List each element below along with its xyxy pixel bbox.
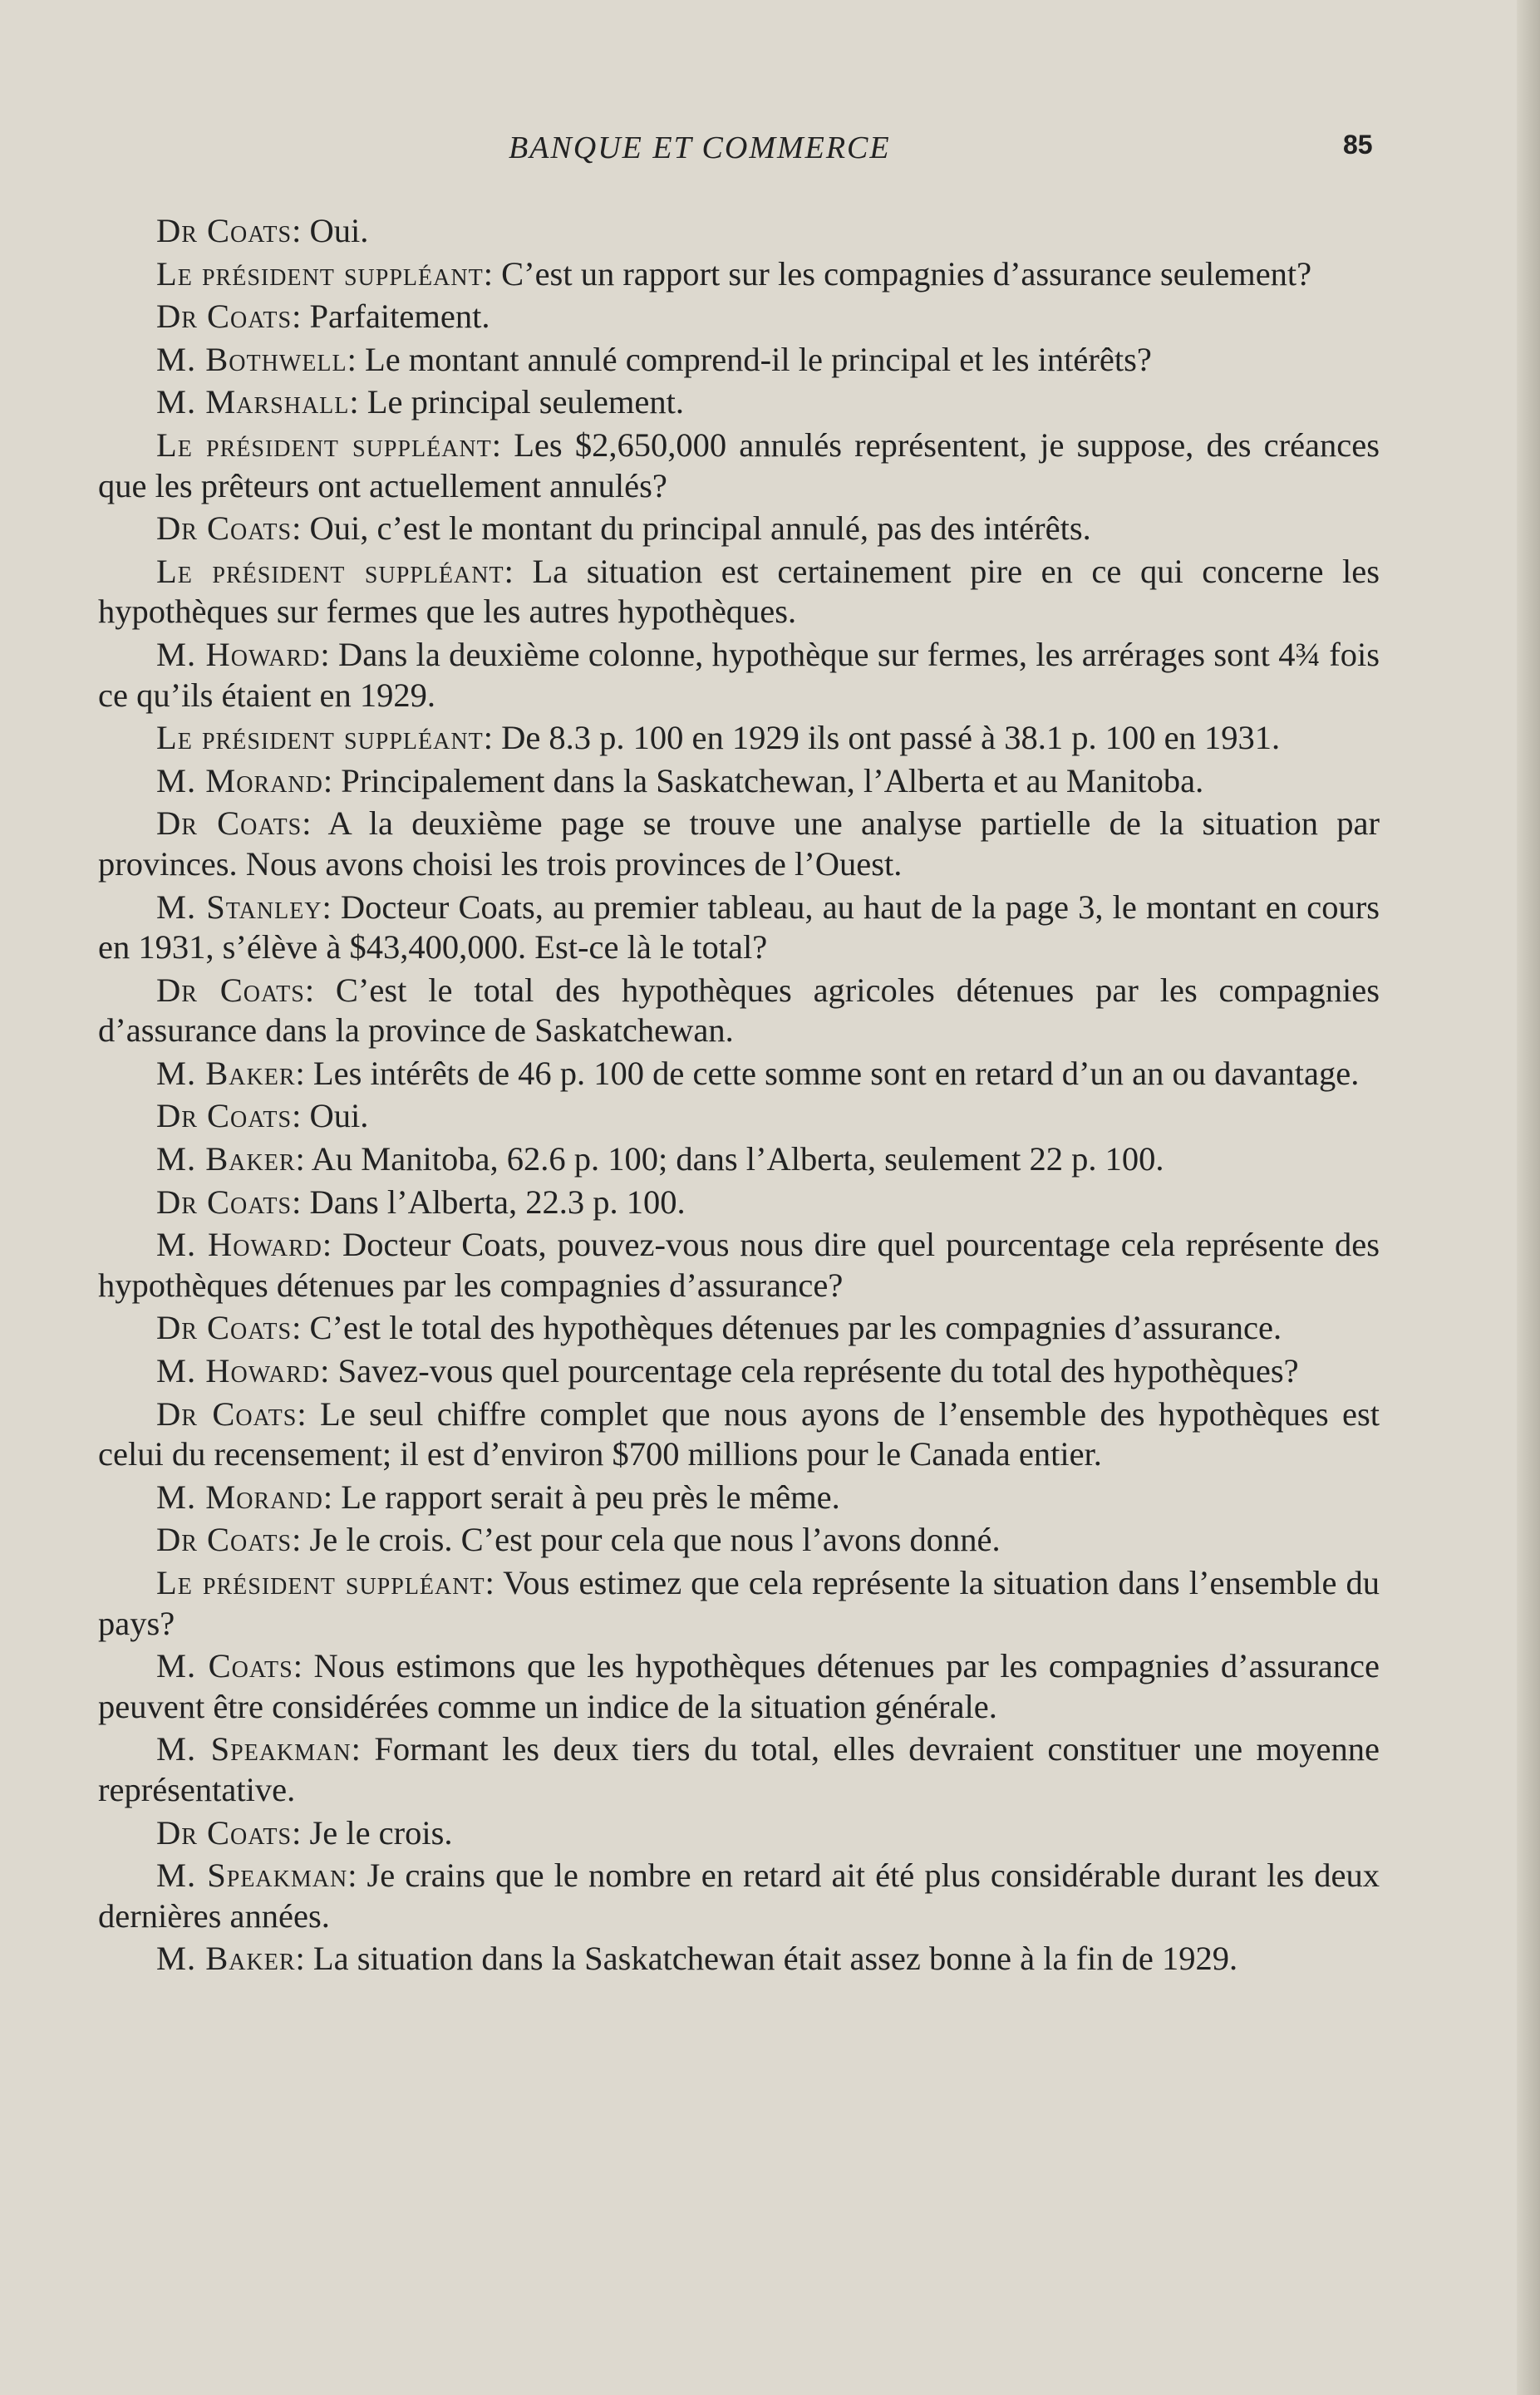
paragraph: M. Morand: Principalement dans la Saskatchewan, l’Alberta et au Manitoba. [156, 761, 1204, 799]
paragraph-text: Nous estimons que les hypothèques détenues par les compagnies d’assurance peuvent être considérées comme un indice de la situation générale. [98, 1647, 1380, 1725]
paragraph: Dr Coats: Parfaitement. [156, 298, 490, 336]
speaker-name: Dr Coats [156, 212, 293, 249]
speaker-name: Dr Coats [156, 1813, 293, 1852]
speaker-name: Dr Coats [156, 509, 293, 548]
paragraph: Dr Coats: Le seul chiffre complet que nous ayons de l’ensemble des hypothèques est celui du recensement; il est d’environ $700 millions pour le Canada entier. [98, 1394, 1380, 1473]
speaker-name: M. Morand [156, 1478, 323, 1516]
speaker-name: M. Speakman [156, 1730, 352, 1768]
speaker-name: Dr Coats [156, 1097, 293, 1135]
paragraph: Le président suppléant: La situation est certainement pire en ce qui concerne les hypothèques sur fermes que les autres hypothèques. [98, 552, 1380, 631]
paragraph: Dr Coats: A la deuxième page se trouve une analyse partielle de la situation par provinces. Nous avons choisi les trois provinces de l’Ouest. [98, 804, 1380, 883]
paragraph: M. Speakman: Formant les deux tiers du total, elles devraient constituer une moyenne représentative. [98, 1730, 1380, 1808]
speaker-name: Le président suppléant [156, 425, 492, 464]
paragraph-text: Dans la deuxième colonne, hypothèque sur fermes, les arrérages sont 4¾ fois ce qu’ils étaient en 1929. [98, 635, 1380, 714]
paragraph-text: Le seul chiffre complet que nous ayons de l’ensemble des hypothèques est celui du recensement; il est d’environ $700 millions pour le Canada entier. [98, 1394, 1380, 1473]
paragraph: Dr Coats: C’est le total des hypothèques détenues par les compagnies d’assurance. [156, 1309, 1282, 1347]
paragraph: Dr Coats: Je le crois. C’est pour cela que nous l’avons donné. [156, 1521, 1001, 1559]
paragraph-text: Formant les deux tiers du total, elles devraient constituer une moyenne représentative. [98, 1730, 1380, 1808]
paragraph-text: C’est le total des hypothèques agricoles détenues par les compagnies d’assurance dans la province de Saskatchewan. [98, 971, 1380, 1050]
speaker-name: M. Howard [156, 635, 321, 673]
paragraph-text: Le montant annulé comprend-il le principal et les intérêts? [364, 340, 1152, 378]
paragraph-text: C’est le total des hypothèques détenues par les compagnies d’assurance. [309, 1309, 1282, 1347]
speaker-name: Le président suppléant [156, 1564, 485, 1601]
paragraph: Dr Coats: C’est le total des hypothèques agricoles détenues par les compagnies d’assurance dans la province de Saskatchewan. [98, 971, 1380, 1050]
speaker-name: Le président suppléant [156, 552, 504, 590]
running-title: BANQUE ET COMMERCE [509, 130, 891, 165]
page-header [0, 130, 1540, 171]
paragraph: Dr Coats: Dans l’Alberta, 22.3 p. 100. [156, 1183, 686, 1221]
speaker-name: M. Howard [156, 1226, 322, 1264]
paragraph-text: De 8.3 p. 100 en 1929 ils ont passé à 38.1 p. 100 en 1931. [501, 719, 1281, 757]
paragraph-text: Je le crois. [309, 1813, 453, 1852]
speaker-name: Le président suppléant [156, 719, 484, 757]
speaker-name: Dr Coats [156, 1183, 293, 1221]
paragraph-text: La situation dans la Saskatchewan était assez bonne à la fin de 1929. [312, 1940, 1238, 1978]
paragraph-text: La situation est certainement pire en ce qui concerne les hypothèques sur fermes que les autres hypothèques. [98, 552, 1380, 631]
paragraph-text: Je crains que le nombre en retard ait été plus considérable durant les deux dernières années. [98, 1856, 1380, 1935]
paragraph-text: Au Manitoba, 62.6 p. 100; dans l’Alberta, seulement 22 p. 100. [311, 1140, 1164, 1178]
speaker-name: M. Baker [156, 1054, 296, 1092]
paragraph: Le président suppléant: Les $2,650,000 annulés représentent, je suppose, des créances que les prêteurs ont actuellement annulés? [98, 425, 1380, 504]
paragraph: Dr Coats: Oui. [156, 1097, 369, 1135]
paragraph: Le président suppléant: C’est un rapport sur les compagnies d’assurance seulement? [156, 254, 1312, 293]
speaker-name: Dr Coats [156, 298, 293, 336]
paragraph-text: Oui. [309, 212, 369, 249]
paragraph-text: Parfaitement. [309, 298, 490, 336]
speaker-name: M. Marshall [156, 383, 350, 421]
speaker-name: Le président suppléant [156, 254, 484, 293]
speaker-name: Dr Coats [156, 1521, 293, 1559]
paragraph-text: Principalement dans la Saskatchewan, l’Alberta et au Manitoba. [341, 761, 1204, 799]
paragraph-text: Je le crois. C’est pour cela que nous l’avons donné. [309, 1521, 1001, 1559]
page-number: 85 [1343, 130, 1373, 160]
paragraph: M. Bothwell: Le montant annulé comprend-il le principal et les intérêts? [156, 340, 1152, 378]
speaker-name: M. Howard [156, 1352, 321, 1390]
paragraph: M. Baker: Les intérêts de 46 p. 100 de cette somme sont en retard d’un an ou davantage. [156, 1054, 1360, 1092]
page-body [98, 211, 1380, 1982]
paragraph: M. Baker: Au Manitoba, 62.6 p. 100; dans l’Alberta, seulement 22 p. 100. [156, 1140, 1164, 1178]
paragraph-text: Les intérêts de 46 p. 100 de cette somme sont en retard d’un an ou davantage. [312, 1054, 1360, 1092]
paragraph-text: Docteur Coats, pouvez-vous nous dire quel pourcentage cela représente des hypothèques détenues par les compagnies d’assurance? [98, 1226, 1380, 1304]
page-edge [1517, 0, 1540, 2395]
speaker-name: Dr Coats [156, 971, 305, 1009]
paragraph-text: Oui, c’est le montant du principal annulé, pas des intérêts. [309, 509, 1091, 548]
paragraph: M. Howard: Dans la deuxième colonne, hypothèque sur fermes, les arrérages sont 4¾ fois ce qu’ils étaient en 1929. [98, 635, 1380, 714]
paragraph: M. Stanley: Docteur Coats, au premier tableau, au haut de la page 3, le montant en cours en 1931, s’élève à $43,400,000. Est-ce là le total? [98, 888, 1380, 966]
paragraph: Dr Coats: Oui, c’est le montant du principal annulé, pas des intérêts. [156, 509, 1091, 548]
paragraph: M. Howard: Savez-vous quel pourcentage cela représente du total des hypothèques? [156, 1352, 1299, 1390]
paragraph: M. Howard: Docteur Coats, pouvez-vous nous dire quel pourcentage cela représente des hypothèques détenues par les compagnies d’assurance? [98, 1226, 1380, 1304]
speaker-name: Dr Coats [156, 804, 303, 843]
speaker-name: M. Speakman [156, 1856, 348, 1895]
paragraph: M. Morand: Le rapport serait à peu près le même. [156, 1478, 840, 1516]
paragraph: Dr Coats: Oui. [156, 212, 369, 249]
paragraph-text: Le principal seulement. [367, 383, 685, 421]
paragraph: Le président suppléant: De 8.3 p. 100 en 1929 ils ont passé à 38.1 p. 100 en 1931. [156, 719, 1281, 757]
speaker-name: M. Baker [156, 1940, 296, 1978]
speaker-name: Dr Coats [156, 1394, 298, 1433]
speaker-name: M. Coats [156, 1647, 293, 1685]
paragraph-text: Docteur Coats, au premier tableau, au haut de la page 3, le montant en cours en 1931, s’élève à $43,400,000. Est-ce là le total? [98, 888, 1380, 966]
paragraph: M. Marshall: Le principal seulement. [156, 383, 685, 421]
paragraph-text: Le rapport serait à peu près le même. [341, 1478, 840, 1516]
paragraph-text: A la deuxième page se trouve une analyse partielle de la situation par provinces. Nous avons choisi les trois provinces de l’Ouest. [98, 804, 1380, 883]
paragraph: M. Baker: La situation dans la Saskatchewan était assez bonne à la fin de 1929. [156, 1940, 1238, 1978]
paragraph-text: Oui. [309, 1097, 369, 1135]
paragraph: Le président suppléant: Vous estimez que cela représente la situation dans l’ensemble du pays? [98, 1564, 1380, 1642]
paragraph: M. Coats: Nous estimons que les hypothèques détenues par les compagnies d’assurance peuvent être considérées comme un indice de la situation générale. [98, 1647, 1380, 1725]
paragraph: Dr Coats: Je le crois. [156, 1813, 453, 1852]
paragraph-text: Vous estimez que cela représente la situation dans l’ensemble du pays? [98, 1564, 1380, 1642]
paragraph-text: Savez-vous quel pourcentage cela représente du total des hypothèques? [337, 1352, 1299, 1390]
speaker-name: M. Bothwell [156, 340, 347, 378]
speaker-name: M. Morand [156, 761, 323, 799]
speaker-name: Dr Coats [156, 1309, 293, 1347]
paragraph-text: Dans l’Alberta, 22.3 p. 100. [309, 1183, 686, 1221]
speaker-name: M. Baker [156, 1140, 296, 1178]
paragraph-text: C’est un rapport sur les compagnies d’assurance seulement? [501, 254, 1312, 293]
paragraph-text: Les $2,650,000 annulés représentent, je suppose, des créances que les prêteurs ont actuellement annulés? [98, 425, 1380, 504]
paragraph: M. Speakman: Je crains que le nombre en retard ait été plus considérable durant les deux dernières années. [98, 1856, 1380, 1935]
speaker-name: M. Stanley [156, 888, 322, 926]
